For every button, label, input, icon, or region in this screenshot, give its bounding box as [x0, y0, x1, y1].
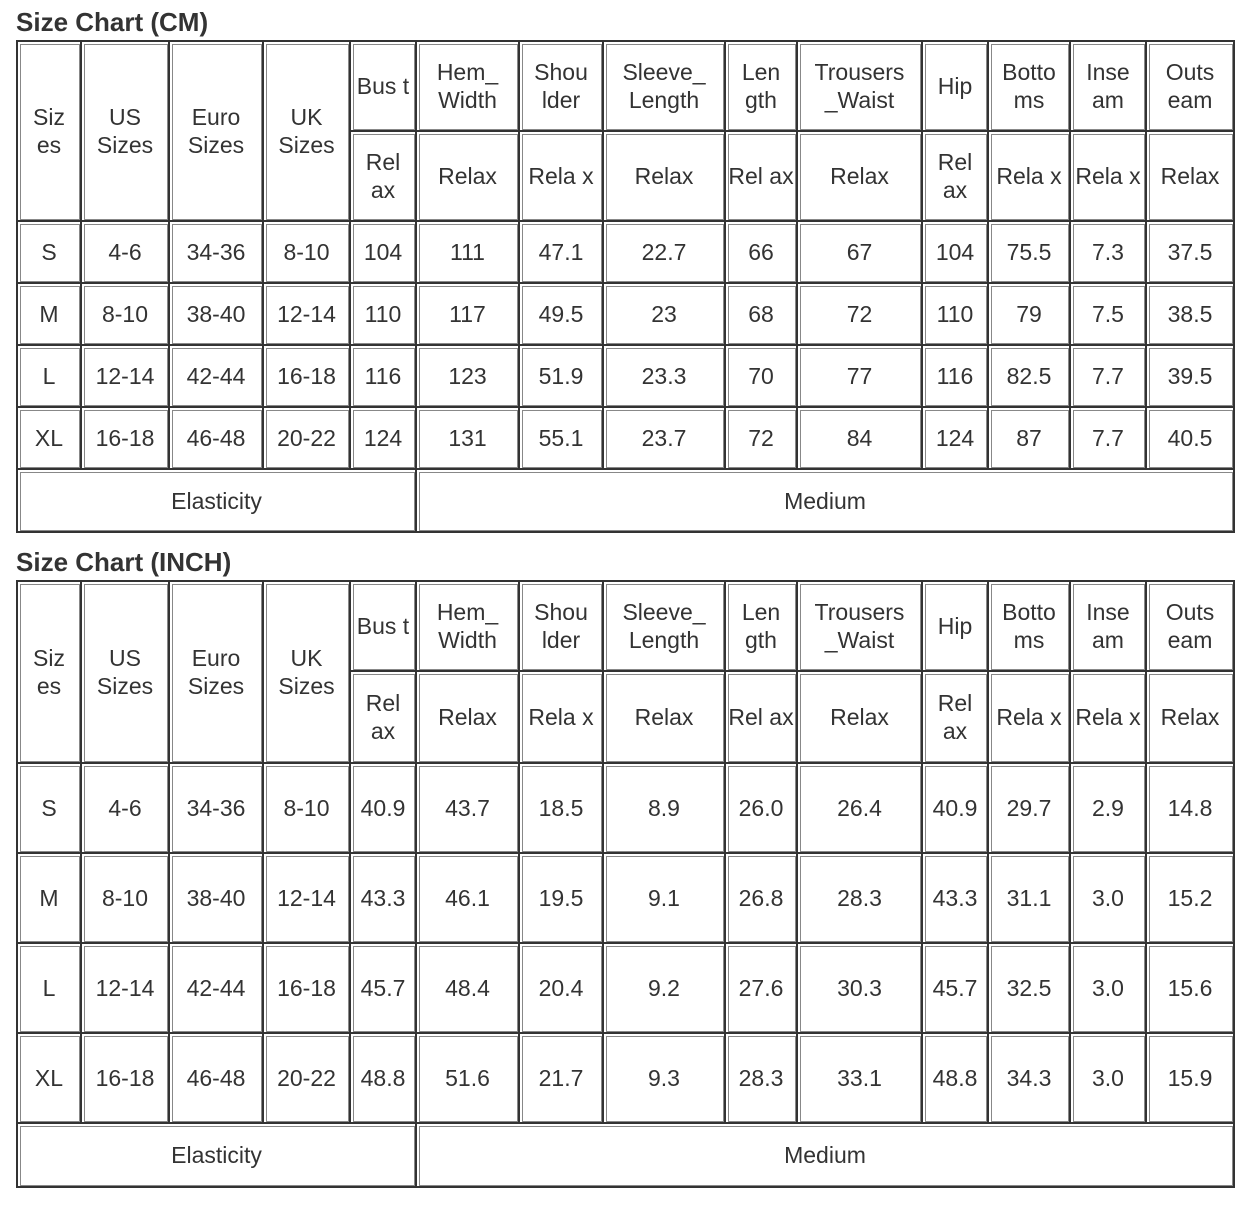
table-cell: 8.9: [604, 764, 726, 854]
size-chart-inch-table: [16, 580, 1235, 1188]
table-cell: 66: [726, 222, 798, 284]
table-cell: 43.3: [351, 854, 417, 944]
header-bottoms: Botto ms: [989, 582, 1071, 672]
table-cell: 12-14: [82, 944, 170, 1034]
header-inseam: Inse am: [1071, 42, 1147, 132]
header-row: [18, 42, 1235, 132]
table-cell: 28.3: [726, 1034, 798, 1124]
table-cell: 23: [604, 284, 726, 346]
table-cell: 7.3: [1071, 222, 1147, 284]
elasticity-value: Medium: [417, 470, 1235, 533]
table-row: [18, 1034, 1235, 1124]
header-shoulder: Shou lder: [520, 582, 604, 672]
table-cell: 84: [798, 408, 923, 470]
table-cell: 70: [726, 346, 798, 408]
subheader-hem-width: Relax: [417, 132, 520, 222]
table-cell: 55.1: [520, 408, 604, 470]
elasticity-value: Medium: [417, 1124, 1235, 1188]
table-cell: 42-44: [170, 346, 264, 408]
header-uk-sizes: UK Sizes: [264, 42, 351, 222]
subheader-trousers-waist: Relax: [798, 672, 923, 764]
header-sleeve-length: Sleeve_ Length: [604, 582, 726, 672]
table-cell: 8-10: [264, 764, 351, 854]
table-cell: 23.7: [604, 408, 726, 470]
header-hip: Hip: [923, 582, 989, 672]
table-cell: 104: [351, 222, 417, 284]
table-row: [18, 408, 1235, 470]
table-cell: 16-18: [264, 944, 351, 1034]
table-cell: 46-48: [170, 1034, 264, 1124]
subheader-bust: Rel ax: [351, 132, 417, 222]
table-cell: 40.5: [1147, 408, 1235, 470]
table-cell: 30.3: [798, 944, 923, 1034]
table-cell: 12-14: [264, 284, 351, 346]
elasticity-label: Elasticity: [18, 470, 417, 533]
header-outseam: Outs eam: [1147, 42, 1235, 132]
table-cell: 72: [726, 408, 798, 470]
table-cell: 34-36: [170, 222, 264, 284]
header-us-sizes: US Sizes: [82, 42, 170, 222]
table-cell: 20-22: [264, 408, 351, 470]
subheader-hem-width: Relax: [417, 672, 520, 764]
header-us-sizes: US Sizes: [82, 582, 170, 764]
table-cell: 8-10: [82, 854, 170, 944]
header-sizes: Siz es: [18, 582, 82, 764]
subheader-shoulder: Rela x: [520, 672, 604, 764]
table-cell: 3.0: [1071, 854, 1147, 944]
header-length: Len gth: [726, 582, 798, 672]
table-cell: 123: [417, 346, 520, 408]
table-cell: 110: [923, 284, 989, 346]
footer-row: [18, 1124, 1235, 1188]
header-trousers-waist: Trousers _Waist: [798, 42, 923, 132]
table-cell: 67: [798, 222, 923, 284]
table-cell: 2.9: [1071, 764, 1147, 854]
table-cell: 16-18: [82, 1034, 170, 1124]
table-cell: 79: [989, 284, 1071, 346]
subheader-length: Rel ax: [726, 672, 798, 764]
header-outseam: Outs eam: [1147, 582, 1235, 672]
table-cell: 47.1: [520, 222, 604, 284]
table-cell: 3.0: [1071, 944, 1147, 1034]
subheader-inseam: Rela x: [1071, 672, 1147, 764]
table-cell: 124: [351, 408, 417, 470]
table-cell: 116: [923, 346, 989, 408]
header-sleeve-length: Sleeve_ Length: [604, 42, 726, 132]
header-uk-sizes: UK Sizes: [264, 582, 351, 764]
footer-row: [18, 470, 1235, 533]
subheader-hip: Rel ax: [923, 672, 989, 764]
table-cell: 116: [351, 346, 417, 408]
table-cell: 111: [417, 222, 520, 284]
header-bottoms: Botto ms: [989, 42, 1071, 132]
table-cell: 49.5: [520, 284, 604, 346]
subheader-bottoms: Rela x: [989, 132, 1071, 222]
table-cell: 40.9: [351, 764, 417, 854]
elasticity-label: Elasticity: [18, 1124, 417, 1188]
table-cell: 4-6: [82, 764, 170, 854]
table-cell: 15.2: [1147, 854, 1235, 944]
header-row: [18, 582, 1235, 672]
table-cell: 72: [798, 284, 923, 346]
header-inseam: Inse am: [1071, 582, 1147, 672]
size-chart-cm-title: Size Chart (CM): [16, 7, 209, 37]
subheader-outseam: Relax: [1147, 132, 1235, 222]
table-row: [18, 346, 1235, 408]
table-cell: 48.4: [417, 944, 520, 1034]
size-chart-inch-title: Size Chart (INCH): [16, 547, 232, 577]
table-cell: 38-40: [170, 854, 264, 944]
table-cell: 42-44: [170, 944, 264, 1034]
table-cell: L: [18, 346, 82, 408]
table-row: [18, 854, 1235, 944]
table-cell: 9.2: [604, 944, 726, 1034]
table-cell: 110: [351, 284, 417, 346]
table-cell: 9.3: [604, 1034, 726, 1124]
table-cell: 4-6: [82, 222, 170, 284]
table-cell: 46.1: [417, 854, 520, 944]
subheader-bottoms: Rela x: [989, 672, 1071, 764]
header-bust: Bus t: [351, 42, 417, 132]
table-cell: 29.7: [989, 764, 1071, 854]
table-cell: 38-40: [170, 284, 264, 346]
table-cell: 31.1: [989, 854, 1071, 944]
table-cell: 7.7: [1071, 408, 1147, 470]
table-cell: 34-36: [170, 764, 264, 854]
header-hip: Hip: [923, 42, 989, 132]
table-cell: 48.8: [351, 1034, 417, 1124]
table-cell: XL: [18, 408, 82, 470]
table-cell: 68: [726, 284, 798, 346]
table-cell: 3.0: [1071, 1034, 1147, 1124]
table-cell: 8-10: [264, 222, 351, 284]
table-cell: 19.5: [520, 854, 604, 944]
subheader-hip: Rel ax: [923, 132, 989, 222]
subheader-bust: Rel ax: [351, 672, 417, 764]
table-cell: 43.3: [923, 854, 989, 944]
table-cell: 26.8: [726, 854, 798, 944]
table-cell: 27.6: [726, 944, 798, 1034]
table-cell: 8-10: [82, 284, 170, 346]
header-euro-sizes: Euro Sizes: [170, 42, 264, 222]
table-cell: 16-18: [82, 408, 170, 470]
table-cell: 16-18: [264, 346, 351, 408]
table-cell: 14.8: [1147, 764, 1235, 854]
header-hem-width: Hem_ Width: [417, 582, 520, 672]
table-cell: 34.3: [989, 1034, 1071, 1124]
table-cell: 37.5: [1147, 222, 1235, 284]
table-cell: 46-48: [170, 408, 264, 470]
table-cell: 9.1: [604, 854, 726, 944]
table-cell: 15.6: [1147, 944, 1235, 1034]
table-cell: S: [18, 222, 82, 284]
header-trousers-waist: Trousers _Waist: [798, 582, 923, 672]
table-cell: L: [18, 944, 82, 1034]
table-cell: 48.8: [923, 1034, 989, 1124]
subheader-trousers-waist: Relax: [798, 132, 923, 222]
header-sizes: Siz es: [18, 42, 82, 222]
subheader-length: Rel ax: [726, 132, 798, 222]
table-cell: 20.4: [520, 944, 604, 1034]
table-cell: 18.5: [520, 764, 604, 854]
header-euro-sizes: Euro Sizes: [170, 582, 264, 764]
table-cell: 77: [798, 346, 923, 408]
header-shoulder: Shou lder: [520, 42, 604, 132]
header-bust: Bus t: [351, 582, 417, 672]
table-row: [18, 944, 1235, 1034]
table-cell: 40.9: [923, 764, 989, 854]
table-cell: 39.5: [1147, 346, 1235, 408]
table-cell: 43.7: [417, 764, 520, 854]
table-cell: 22.7: [604, 222, 726, 284]
table-cell: S: [18, 764, 82, 854]
table-cell: M: [18, 284, 82, 346]
subheader-sleeve-length: Relax: [604, 132, 726, 222]
table-cell: 32.5: [989, 944, 1071, 1034]
table-cell: 21.7: [520, 1034, 604, 1124]
table-cell: 15.9: [1147, 1034, 1235, 1124]
table-cell: 33.1: [798, 1034, 923, 1124]
table-row: [18, 284, 1235, 346]
subheader-shoulder: Rela x: [520, 132, 604, 222]
table-cell: 45.7: [923, 944, 989, 1034]
table-cell: 87: [989, 408, 1071, 470]
header-hem-width: Hem_ Width: [417, 42, 520, 132]
table-cell: 51.9: [520, 346, 604, 408]
table-row: [18, 764, 1235, 854]
table-cell: 75.5: [989, 222, 1071, 284]
table-cell: 82.5: [989, 346, 1071, 408]
table-cell: 23.3: [604, 346, 726, 408]
table-cell: 104: [923, 222, 989, 284]
subheader-sleeve-length: Relax: [604, 672, 726, 764]
size-chart-cm-table: [16, 40, 1235, 533]
table-cell: 117: [417, 284, 520, 346]
table-cell: 20-22: [264, 1034, 351, 1124]
header-length: Len gth: [726, 42, 798, 132]
subheader-outseam: Relax: [1147, 672, 1235, 764]
table-cell: 131: [417, 408, 520, 470]
table-cell: 26.4: [798, 764, 923, 854]
table-cell: 12-14: [82, 346, 170, 408]
table-cell: 28.3: [798, 854, 923, 944]
table-cell: 7.5: [1071, 284, 1147, 346]
table-cell: 45.7: [351, 944, 417, 1034]
table-cell: 12-14: [264, 854, 351, 944]
table-cell: 38.5: [1147, 284, 1235, 346]
table-cell: 124: [923, 408, 989, 470]
table-cell: M: [18, 854, 82, 944]
table-row: [18, 222, 1235, 284]
table-cell: 7.7: [1071, 346, 1147, 408]
table-cell: XL: [18, 1034, 82, 1124]
table-cell: 26.0: [726, 764, 798, 854]
table-cell: 51.6: [417, 1034, 520, 1124]
subheader-inseam: Rela x: [1071, 132, 1147, 222]
